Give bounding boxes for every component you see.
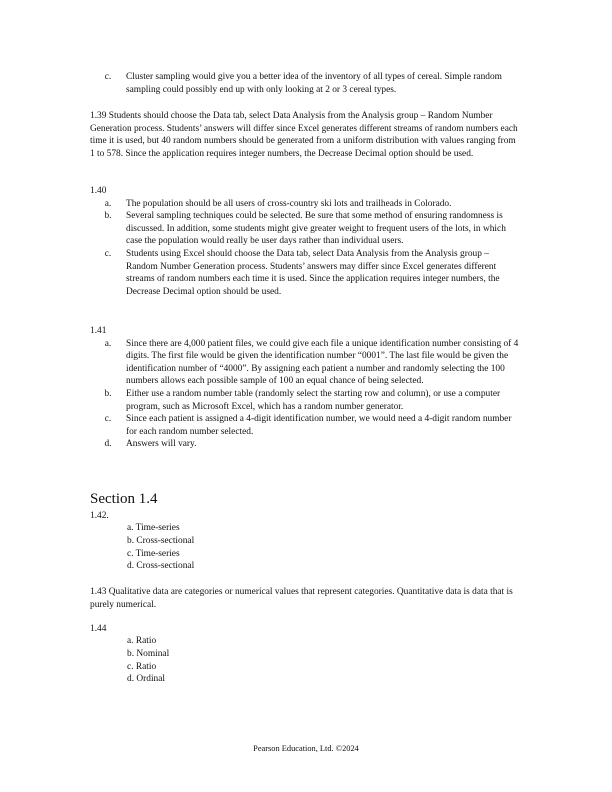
- list-item: a. Time-series: [127, 523, 180, 533]
- item-text: The population should be all users of cross-country ski lots and trailheads in Colorado.: [126, 198, 452, 209]
- item-marker: b.: [104, 388, 112, 399]
- item-text: Either use a random number table (randomly select the starting row and column), or use a computer program, such as Microsoft Excel, which has a random number generator.: [126, 388, 501, 412]
- list-item: [90, 210, 522, 248]
- answer-1-40: [90, 185, 522, 298]
- list-item: d. Ordinal: [127, 674, 166, 685]
- item-marker: c.: [104, 72, 112, 82]
- list-item: b. Nominal: [127, 648, 170, 659]
- question-number: 1.41: [90, 326, 107, 336]
- item-text: Since there are 4,000 patient files, we could give each file a unique identification number consisting of 4 digits. The first file would be given the identification number “0001”. The last file would be given the identification number of “4000”. By assigning each patient a number and randomly selecting the 100 numbers allows each possible sample of 100 an equal chance of being selected.: [126, 338, 519, 387]
- item-text: Since each patient is assigned a 4-digit identification number, we would need a 4-digit random number for each random number selected.: [126, 414, 512, 437]
- list-item: [90, 248, 522, 298]
- section-heading: Section 1.4: [90, 491, 158, 507]
- list-item: c. Ratio: [127, 661, 157, 672]
- list-item: a. Ratio: [127, 636, 157, 646]
- answer-1-41: [90, 325, 522, 451]
- list-item: [90, 338, 522, 388]
- answer-block-c: [90, 71, 522, 96]
- item-marker: b.: [104, 211, 112, 222]
- answer-1-43: 1.43 Qualitative data are categories or numerical values that represent categories. Quantitative data is data that is purely numerical.: [90, 587, 513, 610]
- page-footer: Pearson Education, Ltd. ©2024: [253, 744, 359, 753]
- item-text: Cluster sampling would give you a better idea of the inventory of all types of cereal. Simple random sampling could possibly end up with only looking at 2 or 3 cereal types.: [126, 72, 502, 95]
- answer-1-44-list: [127, 635, 427, 686]
- item-text: Several sampling techniques could be selected. Be sure that some method of ensuring randomness is discussed. In addition, some students might give greater weight to frequent users of the lots, in which case the population would really be user days rather than individual users.: [126, 211, 506, 247]
- question-number-1-44: 1.44: [90, 624, 107, 634]
- list-item: b. Cross-sectional: [127, 535, 195, 546]
- list-item: [90, 198, 522, 211]
- answer-1-39: 1.39 Students should choose the Data tab, select Data Analysis from the Analysis group – Random Number Generation process. Students’ answers will differ since Excel generates different streams of random numbers each time it is used, but 40 random numbers should be generated from a uniform distribution with values ranging from 1 to 578. Since the application requires integer numbers, the Decrease Decimal option should be used.: [90, 111, 518, 159]
- list-item: c. Time-series: [127, 548, 180, 559]
- answer-1-42-list: [127, 522, 427, 573]
- list-item: d. Cross-sectional: [127, 561, 195, 572]
- item-marker: a.: [104, 198, 112, 209]
- item-marker: a.: [104, 338, 112, 349]
- item-marker: c.: [104, 414, 112, 425]
- list-item: [90, 71, 522, 96]
- list-item: [90, 413, 522, 438]
- item-text: Students using Excel should choose the Data tab, select Data Analysis from the Analysis group – Random Number Generation process. Students’ answers may differ since Excel generates different streams of random numbers each time it is used. Since the application requires integer numbers, the Decrease Decimal option should be used.: [126, 248, 500, 297]
- item-marker: c.: [104, 248, 112, 259]
- question-number-1-42: 1.42.: [90, 511, 109, 521]
- question-number: 1.40: [90, 186, 107, 196]
- item-marker: d.: [104, 439, 112, 450]
- item-text: Answers will vary.: [126, 439, 197, 450]
- list-item: [90, 388, 522, 413]
- list-item: [90, 438, 522, 451]
